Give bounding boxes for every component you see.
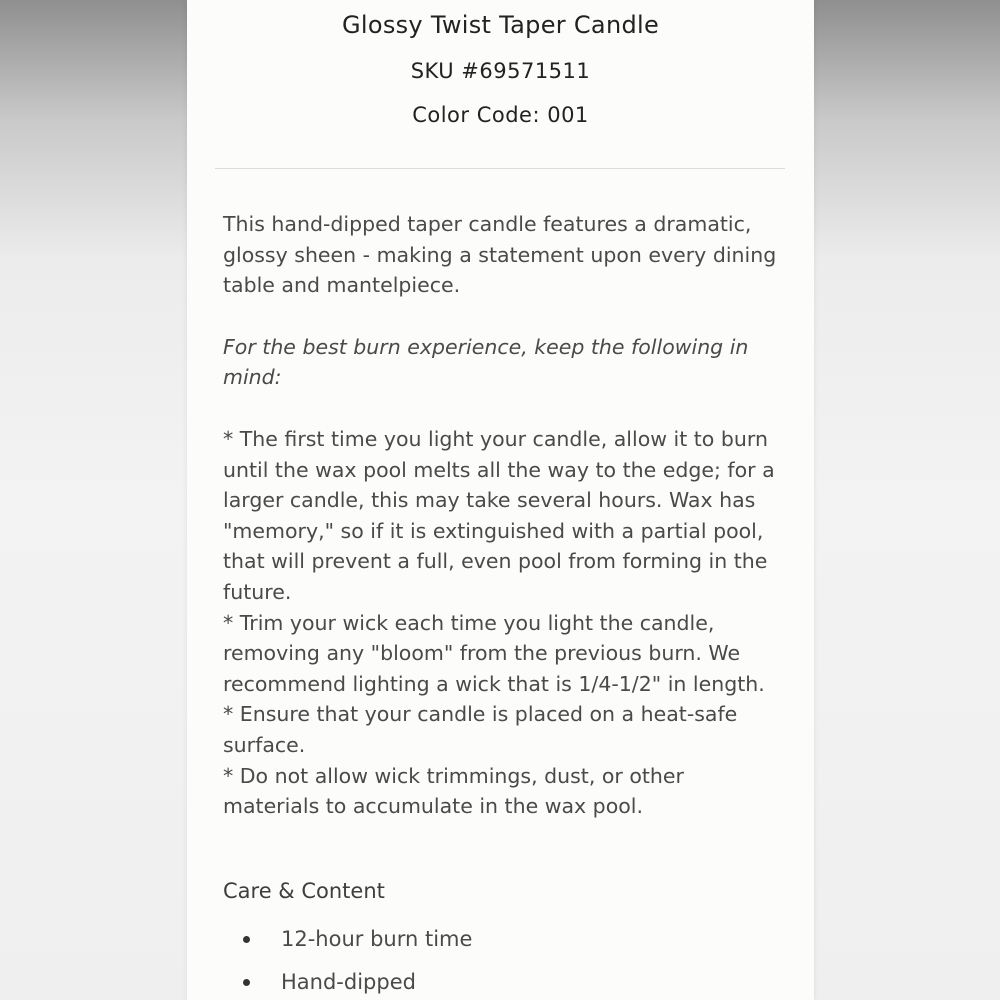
- care-content-list: [223, 922, 723, 1000]
- product-color-code: Color Code: 001: [412, 103, 589, 127]
- bullet-icon: [243, 936, 250, 943]
- product-detail-card: [187, 0, 814, 1000]
- burn-tip: * Trim your wick each time you light the candle, removing any "bloom" from the previous burn. We recommend lighting a wick that is 1/4-1/2" in length.: [223, 610, 765, 696]
- description-intro: This hand-dipped taper candle features a dramatic, glossy sheen - making a statement upon every dining table and mantelpiece.: [223, 212, 777, 298]
- list-item: [223, 922, 723, 965]
- burn-tip: * Do not allow wick trimmings, dust, or other materials to accumulate in the wax pool.: [223, 763, 684, 819]
- header-divider: [215, 168, 785, 169]
- care-item-label: 12-hour burn time: [281, 927, 473, 951]
- care-item-label: Hand-dipped: [281, 970, 416, 994]
- bullet-icon: [243, 979, 250, 986]
- care-content-heading: Care & Content: [223, 879, 385, 903]
- list-item: [223, 965, 723, 1000]
- product-description: [223, 209, 783, 822]
- product-sku: SKU #69571511: [410, 59, 591, 83]
- burn-tips-heading: For the best burn experience, keep the following in mind:: [223, 334, 749, 390]
- product-title: Glossy Twist Taper Candle: [341, 11, 660, 39]
- burn-tip: * Ensure that your candle is placed on a heat-safe surface.: [223, 702, 738, 757]
- burn-tip: * The first time you light your candle, allow it to burn until the wax pool melts all the way to the edge; for a larger candle, this may take several hours. Wax has "memory," so if it is extinguished with a partial pool, that will prevent a full, even pool from forming in the future.: [223, 426, 775, 604]
